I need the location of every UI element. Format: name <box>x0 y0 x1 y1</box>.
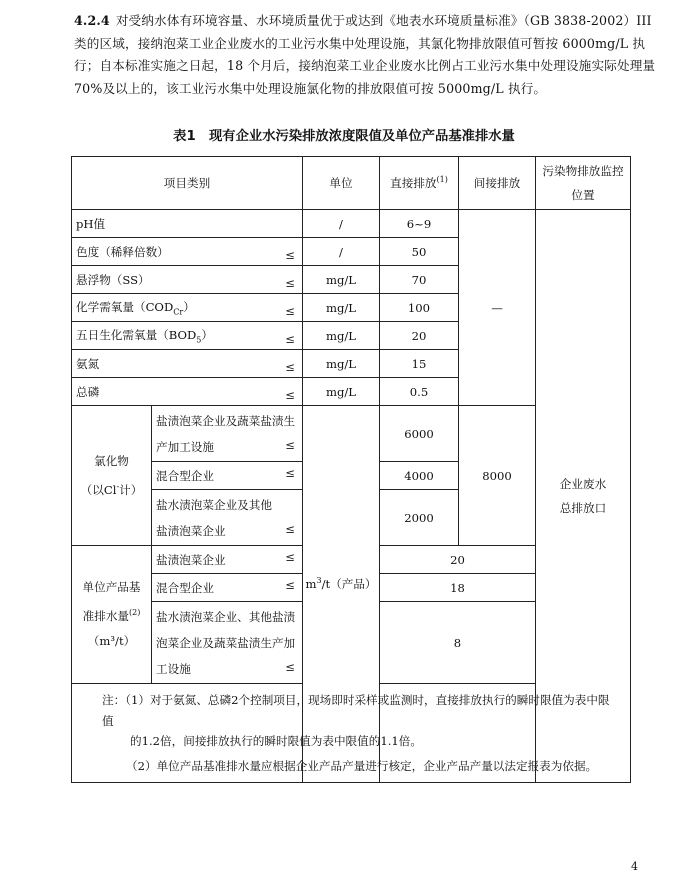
header-direct-label: 直接排放 <box>390 176 437 190</box>
chloride-direct: 6000 <box>380 406 459 462</box>
chloride-item-line1: 盐渍泡菜企业及蔬菜盐渍生 <box>156 413 296 428</box>
le-sign: ≤ <box>285 522 295 536</box>
notes-label: 注： <box>102 693 126 707</box>
notes-row <box>72 684 631 783</box>
le-sign: ≤ <box>285 388 295 402</box>
note-1-cont: 的1.2倍，间接排放执行的瞬时限值为表中限值的1.1倍。 <box>130 734 422 748</box>
header-indirect: 间接排放 <box>459 157 536 210</box>
row-item-sub: 5 <box>196 335 202 345</box>
row-direct: 15 <box>380 350 459 378</box>
le-sign: ≤ <box>285 438 295 452</box>
le-sign: ≤ <box>285 660 295 674</box>
row-item-end: ） <box>183 299 195 314</box>
header-item: 项目类别 <box>72 157 303 210</box>
discharge-value: 8 <box>380 602 536 684</box>
le-sign: ≤ <box>285 550 295 564</box>
unit-sup: 3 <box>316 576 322 586</box>
row-unit: / <box>303 210 380 238</box>
note-1-line-a: （1）对于氨氮、总磷2个控制项目，现场即时采样或监测时，直接排放执行的瞬时限值为表中限值 <box>102 693 610 728</box>
note-1 <box>102 690 620 731</box>
header-monitor <box>536 157 631 210</box>
row-item <box>72 266 303 294</box>
table-title: 表1 现有企业水污染排放浓度限值及单位产品基准排水量 <box>173 129 515 144</box>
chloride-group-line2b: 计） <box>119 482 143 497</box>
chloride-group-line1: 氯化物 <box>94 453 129 468</box>
row-unit: mg/L <box>303 266 380 294</box>
row-direct: 50 <box>380 238 459 266</box>
row-direct: 6~9 <box>380 210 459 238</box>
row-item-label: 色度（稀释倍数） <box>76 244 169 259</box>
emission-limits-table <box>71 156 631 783</box>
discharge-item-line1: 盐渍泡菜企业 <box>156 552 226 567</box>
indirect-dash: — <box>459 210 536 406</box>
row-item-end: ） <box>201 327 213 342</box>
note-2: （2）单位产品基准排水量应根据企业产品产量进行核定，企业产品产量以法定报表为依据。 <box>126 758 598 773</box>
discharge-item-line1: 盐水渍泡菜企业、其他盐渍 <box>156 609 296 624</box>
header-direct <box>380 157 459 210</box>
chloride-direct: 4000 <box>380 462 459 490</box>
row-item-label: 总磷 <box>76 384 100 399</box>
le-sign: ≤ <box>285 304 295 318</box>
discharge-group-line2: 准排水量 <box>82 608 130 623</box>
chloride-item <box>152 462 303 490</box>
chloride-group-line2a: （以Cl <box>80 482 117 497</box>
row-direct: 20 <box>380 322 459 350</box>
discharge-value: 20 <box>380 546 536 574</box>
row-direct: 0.5 <box>380 378 459 406</box>
monitor-position-line2: 总排放口 <box>559 501 607 515</box>
discharge-item-line2: 泡菜企业及蔬菜盐渍生产加 <box>156 635 296 650</box>
le-sign: ≤ <box>285 248 295 262</box>
row-unit: mg/L <box>303 350 380 378</box>
row-unit: mg/L <box>303 294 380 322</box>
notes-cell <box>72 684 631 783</box>
intro-paragraph <box>74 10 660 100</box>
chloride-item-line2: 盐渍泡菜企业 <box>156 523 226 538</box>
le-sign: ≤ <box>285 332 295 346</box>
unit-per-t: /t（产品） <box>321 577 377 591</box>
discharge-group-line1: 单位产品基 <box>82 580 141 595</box>
le-sign: ≤ <box>285 360 295 374</box>
monitor-position-line1: 企业废水 <box>559 477 607 491</box>
row-item <box>72 378 303 406</box>
row-item-label: 五日生化需氧量（BOD <box>76 327 197 342</box>
clause-number: 4.2.4 <box>74 13 110 28</box>
row-item <box>72 350 303 378</box>
row-item: pH值 <box>72 210 303 238</box>
row-direct: 70 <box>380 266 459 294</box>
header-unit: 单位 <box>303 157 380 210</box>
header-monitor-line1: 污染物排放监控 <box>542 164 624 178</box>
chloride-item <box>152 406 303 462</box>
header-direct-note: (1) <box>436 175 448 185</box>
row-unit: / <box>303 238 380 266</box>
row-item <box>72 294 303 322</box>
header-row <box>72 157 631 210</box>
le-sign: ≤ <box>285 466 295 480</box>
le-sign: ≤ <box>285 578 295 592</box>
chloride-item-line1: 盐水渍泡菜企业及其他 <box>156 497 272 512</box>
row-unit: mg/L <box>303 322 380 350</box>
header-monitor-line2: 位置 <box>571 188 595 202</box>
row-item <box>72 238 303 266</box>
discharge-item-line3: 工设施 <box>156 661 191 676</box>
discharge-group-label <box>72 546 152 684</box>
discharge-item-line1: 混合型企业 <box>156 580 214 595</box>
chloride-indirect: 8000 <box>459 406 536 546</box>
unit-m: m <box>305 577 317 591</box>
chloride-group-sup: - <box>116 481 120 491</box>
row-unit: mg/L <box>303 378 380 406</box>
discharge-group-line3: （m³/t） <box>87 633 136 648</box>
page-number: 4 <box>631 860 638 873</box>
row-item-sub: Cr <box>173 307 184 317</box>
chloride-item-line1: 混合型企业 <box>156 468 214 483</box>
row-item <box>72 322 303 350</box>
table-row <box>72 210 631 238</box>
row-item-label: 化学需氧量（COD <box>76 299 174 314</box>
chloride-item-line2: 产加工设施 <box>156 439 214 454</box>
row-direct: 100 <box>380 294 459 322</box>
chloride-direct: 2000 <box>380 490 459 546</box>
chloride-group-label <box>72 406 152 546</box>
discharge-value: 18 <box>380 574 536 602</box>
row-item-label: 悬浮物（SS） <box>76 272 150 287</box>
row-item-label: 氨氮 <box>76 356 100 371</box>
discharge-item <box>152 602 303 684</box>
discharge-item <box>152 574 303 602</box>
discharge-group-note: (2) <box>129 608 141 618</box>
discharge-item <box>152 546 303 574</box>
chloride-item <box>152 490 303 546</box>
le-sign: ≤ <box>285 276 295 290</box>
clause-text: 对受纳水体有环境容量、水环境质量优于或达到《地表水环境质量标准》（GB 3838-2002）III类的区域，接纳泡菜工业企业废水的工业污水集中处理设施，其氯化物排放限值可暂按 6000mg/L 执行；自本标准实施之日起，18 个月后，接纳泡菜工业企业废水比例占工业污水集中处理设施实际处理量 70%及以上的，该工业污水集中处理设施氯化物的排放限值可按 5000mg/L 执行。 <box>74 13 656 96</box>
